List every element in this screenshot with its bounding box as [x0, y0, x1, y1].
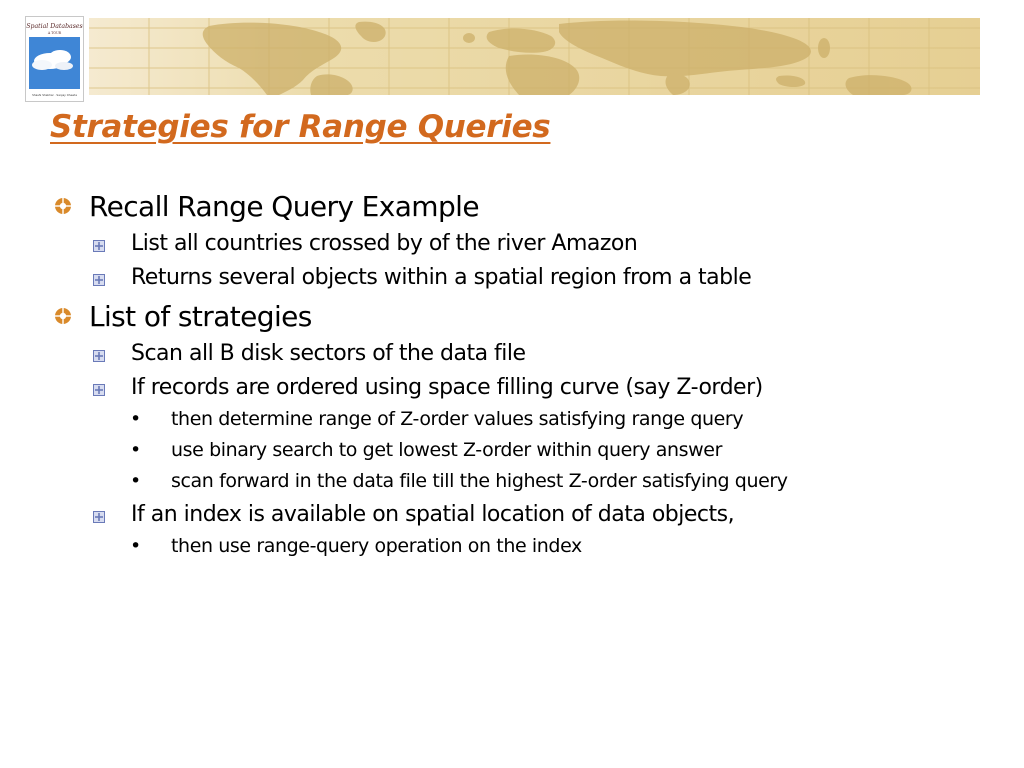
cover-title: Spatial Databases: [26, 23, 83, 30]
square-bullet-icon: [93, 384, 105, 396]
square-bullet-icon: [93, 350, 105, 362]
dot-bullet: •: [130, 470, 142, 492]
list-item: Recall Range Query Example: [89, 190, 479, 223]
cover-subtitle: A TOUR: [47, 31, 62, 35]
dot-bullet: •: [130, 439, 142, 461]
list-item: List all countries crossed by of the river Amazon: [131, 231, 638, 256]
sun-bullet-icon: [54, 197, 72, 215]
list-item: then determine range of Z-order values satisfying range query: [171, 408, 744, 430]
list-item: scan forward in the data file till the highest Z-order satisfying query: [171, 470, 788, 492]
square-bullet-icon: [93, 274, 105, 286]
list-item: use binary search to get lowest Z-order within query answer: [171, 439, 722, 461]
cover-authors: Shashi Shekhar · Sanjay Chawla: [32, 93, 77, 97]
list-item: If an index is available on spatial location of data objects,: [131, 502, 735, 527]
dot-bullet: •: [130, 408, 142, 430]
slide-title: Strategies for Range Queries: [50, 109, 551, 145]
list-item: If records are ordered using space filling curve (say Z-order): [131, 375, 763, 400]
sun-bullet-icon: [54, 307, 72, 325]
list-item: List of strategies: [89, 300, 312, 333]
square-bullet-icon: [93, 240, 105, 252]
square-bullet-icon: [93, 511, 105, 523]
dot-bullet: •: [130, 535, 142, 557]
list-item: Returns several objects within a spatial region from a table: [131, 265, 752, 290]
list-item: then use range-query operation on the index: [171, 535, 582, 557]
list-item: Scan all B disk sectors of the data file: [131, 341, 526, 366]
